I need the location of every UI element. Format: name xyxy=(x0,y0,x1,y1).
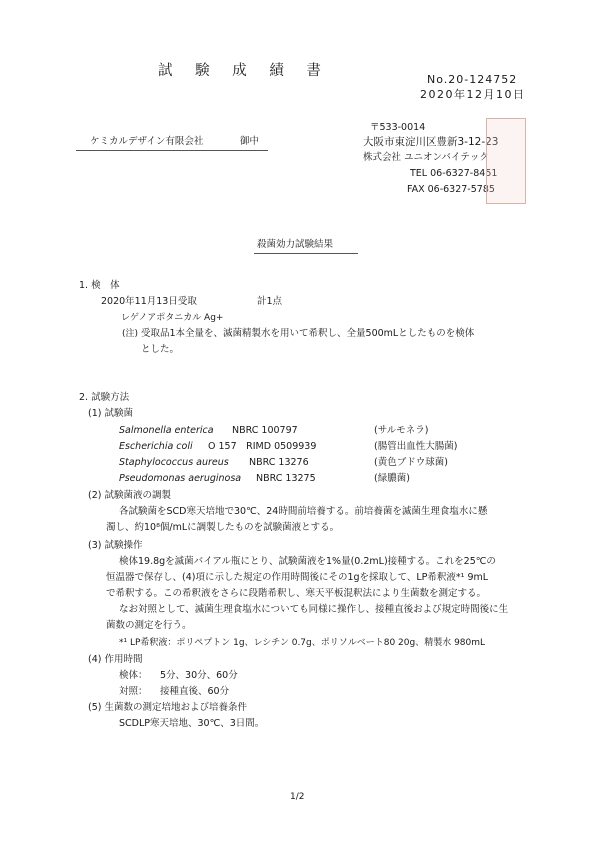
sender-postal: 〒533-0014 xyxy=(370,122,426,133)
sub5-heading: (5) 生菌数の測定培地および培養条件 xyxy=(88,702,247,713)
doc-subtitle-underline xyxy=(254,253,358,254)
sub3-line4: なお対照として、滅菌生理食塩水についても同様に操作し、接種直後および規定時間後に生 xyxy=(119,604,509,615)
sample-received-date: 2020年11月13日受取 xyxy=(101,296,197,307)
report-number: No.20-124752 xyxy=(427,73,518,86)
note-mark: (注) xyxy=(122,329,139,339)
strain-note: (緑膿菌) xyxy=(374,473,410,484)
sender-company: 株式会社 ユニオンバイテック xyxy=(363,152,489,163)
sub5-line1: SCDLP寒天培地、30℃、3日間。 xyxy=(119,718,265,729)
strain-name: Pseudomonas aeruginosa xyxy=(119,473,242,484)
sub1-heading: (1) 試験菌 xyxy=(88,408,133,419)
strain-id: NBRC 13276 xyxy=(249,457,309,468)
sub3-heading: (3) 試験操作 xyxy=(88,540,143,551)
sub3-line3: で希釈する。この希釈液をさらに段階希釈し、寒天平板混釈法により生菌数を測定する。 xyxy=(106,588,487,599)
document-title: 試 験 成 績 書 xyxy=(158,63,330,79)
strain-note: (腸管出血性大腸菌) xyxy=(374,441,458,452)
sub2-line2: 濁し、約10⁸個/mLに調製したものを試験菌液とする。 xyxy=(106,522,340,533)
control-times: 接種直後、60分 xyxy=(160,686,230,697)
sample-note-line2: とした。 xyxy=(141,344,180,355)
sub3-line1: 検体19.8gを滅菌バイアル瓶にとり、試験菌液を1%量(0.2mL)接種する。これを25℃の xyxy=(119,556,496,567)
report-date: 2020年12月10日 xyxy=(420,88,526,101)
sub3-line2: 恒温器で保存し、(4)項に示した規定の作用時間後にその1gを採取して、LP希釈液*¹ 9mL xyxy=(106,572,489,583)
specimen-times: 5分、30分、60分 xyxy=(160,670,238,681)
recipient-underline xyxy=(76,150,268,151)
recipient-name: ケミカルデザイン有限会社 xyxy=(90,136,204,147)
section2-heading: 2. 試験方法 xyxy=(79,392,130,403)
strain-note: (サルモネラ) xyxy=(374,425,429,436)
strain-name: Staphylococcus aureus xyxy=(119,457,229,468)
strain-name: Escherichia coli xyxy=(119,441,193,452)
control-label: 対照： xyxy=(119,686,148,697)
recipient-honorific: 御中 xyxy=(240,136,260,147)
sample-name: レゲノアポタニカル Ag+ xyxy=(121,313,224,323)
specimen-label: 検体： xyxy=(119,670,148,681)
strain-id: NBRC 13275 xyxy=(256,473,316,484)
strain-name: Salmonella enterica xyxy=(119,425,214,436)
sub2-line1: 各試験菌をSCD寒天培地で30℃、24時間前培養する。前培養菌を滅菌生理食塩水に懸 xyxy=(119,506,488,517)
sub4-heading: (4) 作用時間 xyxy=(88,654,143,665)
strain-note: (黄色ブドウ球菌) xyxy=(374,457,448,468)
company-seal-stamp xyxy=(486,118,526,204)
sender-tel: TEL 06-6327-8451 xyxy=(410,168,498,179)
sub3-footnote: *¹ LP希釈液：ポリペプトン 1g、レシチン 0.7g、ポリソルベート80 20g、精製水 980mL xyxy=(119,638,486,648)
strain-id: O 157 RIMD 0509939 xyxy=(208,441,317,452)
strain-id: NBRC 100797 xyxy=(232,425,298,436)
sub3-line5: 菌数の測定を行う。 xyxy=(106,620,192,631)
page-number: 1/2 xyxy=(290,792,305,802)
sample-note-line1: 受取品1本全量を、滅菌精製水を用いて希釈し、全量500mLとしたものを検体 xyxy=(141,328,475,339)
sub2-heading: (2) 試験菌液の調製 xyxy=(88,490,171,501)
sample-count: 計1点 xyxy=(257,296,283,307)
sender-address: 大阪市東淀川区豊新3-12-23 xyxy=(363,136,499,148)
section1-heading: 1. 検 体 xyxy=(79,280,120,291)
sender-fax: FAX 06-6327-5785 xyxy=(407,184,495,195)
doc-subtitle: 殺菌効力試験結果 xyxy=(257,239,334,250)
